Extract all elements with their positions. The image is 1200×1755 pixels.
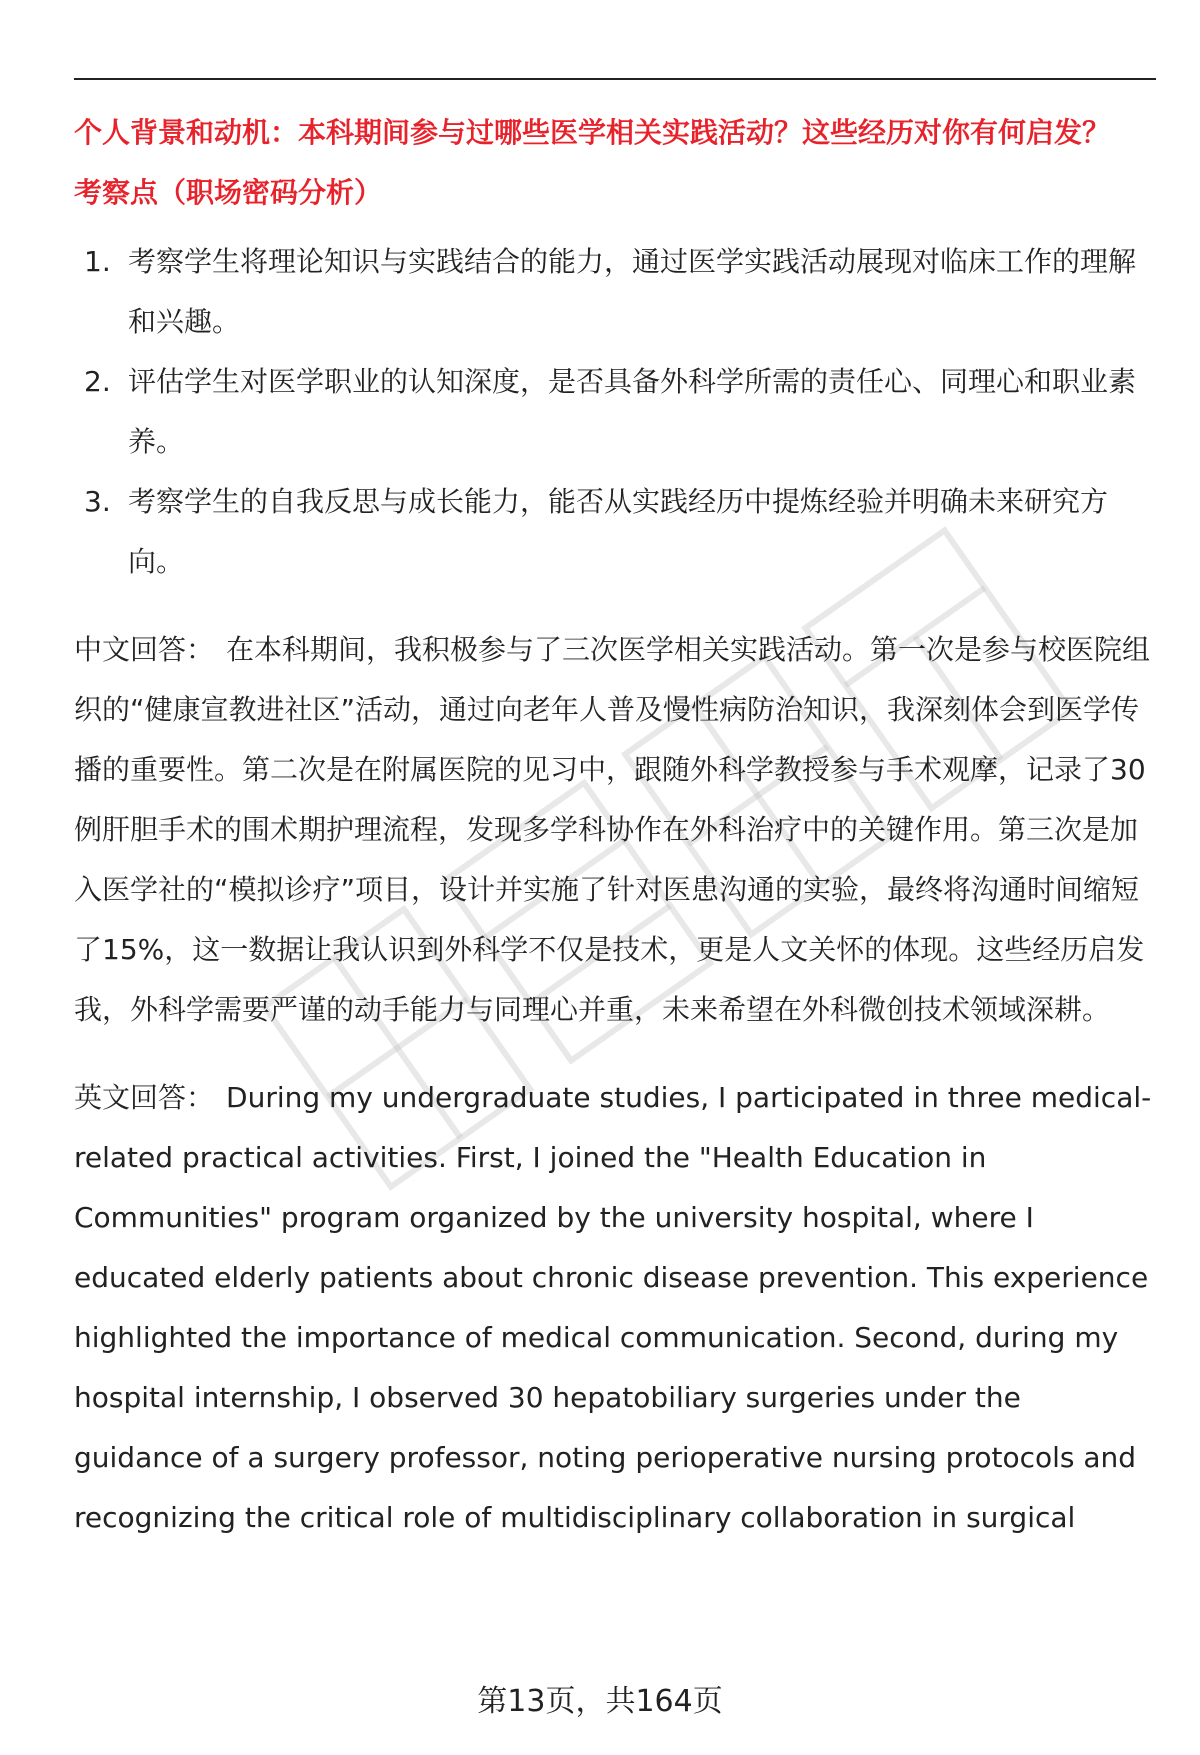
top-divider: [74, 78, 1156, 80]
english-answer: [74, 1068, 1156, 1548]
list-item-number: 1.: [84, 245, 111, 278]
assessment-points-list: [74, 232, 1156, 592]
list-item-number: 3.: [84, 485, 111, 518]
list-item: [74, 472, 1156, 592]
page-content: [74, 112, 1156, 1548]
chinese-answer-label: 中文回答：: [74, 633, 215, 666]
list-item-text: 考察学生将理论知识与实践结合的能力，通过医学实践活动展现对临床工作的理解和兴趣。: [128, 245, 1137, 338]
section-heading: 考察点（职场密码分析）: [74, 176, 383, 209]
chinese-answer-text: 在本科期间，我积极参与了三次医学相关实践活动。第一次是参与校医院组织的“健康宣教进社区”活动，通过向老年人普及慢性病防治知识，我深刻体会到医学传播的重要性。第二次是在附属医院的见习中，跟随外科学教授参与手术观摩，记录了30例肝胆手术的围术期护理流程，发现多学科协作在外科治疗中的关键作用。第三次是加入医学社的“模拟诊疗”项目，设计并实施了针对医患沟通的实验，最终将沟通时间缩短了15%，这一数据让我认识到外科学不仅是技术，更是人文关怀的体现。这些经历启发我，外科学需要严谨的动手能力与同理心并重，未来希望在外科微创技术领域深耕。: [74, 633, 1151, 1026]
list-item-text: 考察学生的自我反思与成长能力，能否从实践经历中提炼经验并明确未来研究方向。: [128, 485, 1109, 578]
list-item: [74, 352, 1156, 472]
english-answer-text: During my undergraduate studies, I participated in three medical-related practical activities. First, I joined the "Health Education in Communities" program organized by the university hospital, where I educated elderly patients about chronic disease prevention. This experience highlighted the importance of medical communication. Second, during my hospital internship, I observed 30 hepatobiliary surgeries under the guidance of a surgery professor, noting perioperative nursing protocols and recognizing the critical role of multidisciplinary collaboration in surgical: [74, 1081, 1152, 1534]
english-answer-label: 英文回答：: [74, 1081, 215, 1114]
list-item-number: 2.: [84, 365, 111, 398]
list-item-text: 评估学生对医学职业的认知深度，是否具备外科学所需的责任心、同理心和职业素养。: [128, 365, 1137, 458]
question-heading: 个人背景和动机：本科期间参与过哪些医学相关实践活动？这些经历对你有何启发？: [74, 116, 1111, 149]
page-number-footer: 第13页，共164页: [477, 1684, 723, 1719]
list-item: [74, 232, 1156, 352]
chinese-answer: [74, 620, 1156, 1040]
